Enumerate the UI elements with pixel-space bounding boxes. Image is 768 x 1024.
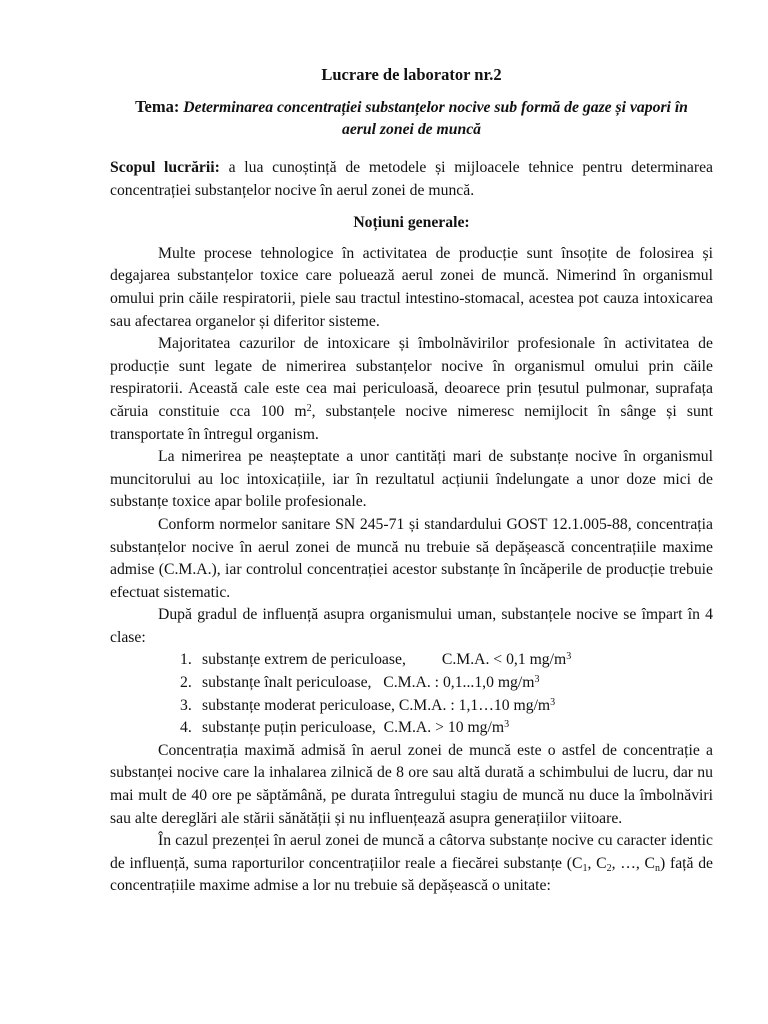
class-cma: C.M.A. : 0,1...1,0 mg/m: [383, 674, 535, 692]
subscript-2: 2: [606, 862, 612, 874]
paragraph-2-text-a: Majoritatea cazurilor de intoxicare și îmbolnăvirilor profesionale în activitatea de producție sunt legate de nimerirea substanțelor nocive în organismul omului prin căile respiratorii. Această cale este cea mai periculoasă, deoarece prin țesutul pulmonar, suprafața căruia constituie cca 100 m: [110, 335, 713, 420]
objective-paragraph: [110, 157, 713, 202]
unit-superscript: 3: [566, 651, 572, 663]
subscript-n: n: [655, 862, 661, 874]
paragraph-2-text-b: , substanțele nocive nimeresc nemijlocit în sânge și sunt transportate în întregul organism.: [110, 402, 713, 443]
paragraph-7-text-a: În cazul prezenței în aerul zonei de muncă a câtorva substanțe nocive cu caracter identic de influență, suma raporturilor concentrațiilor reale a fiecărei substanțe (C: [110, 832, 713, 872]
class-name: substanțe extrem de periculoase,: [202, 651, 406, 669]
class-name: substanțe înalt periculoase,: [202, 674, 372, 692]
unit-superscript: 3: [550, 696, 556, 708]
class-cma: C.M.A. > 10 mg/m: [383, 719, 505, 737]
list-number: 2.: [180, 674, 192, 692]
list-number: 3.: [180, 696, 192, 714]
subscript-1: 1: [582, 862, 588, 874]
section-title: Noțiuni generale:: [353, 214, 470, 232]
paragraph-3: La nimerirea pe neașteptate a unor cantități mari de substanțe nocive în organismul muncitorului au loc intoxicațiile, iar în rezultatul acțiunii îndelungate a unor doze mici de substanțe toxice apar bolile profesionale.: [110, 448, 713, 511]
topic-text: Determinarea concentrației substanțelor nocive sub formă de gaze și vapori în aerul zonei de muncă: [183, 99, 688, 138]
unit-superscript: 3: [534, 674, 540, 686]
paragraph-4: Conform normelor sanitare SN 245-71 și standardului GOST 12.1.005-88, concentrația substanțelor nocive în aerul zonei de muncă nu trebuie să depășească concentrațiile maxime admise (C.M.A.), iar controlul concentrației acestor substanțe în încăperile de producție trebuie efectuat sistematic.: [110, 515, 713, 601]
document-title: Lucrare de laborator nr.2: [321, 65, 502, 84]
list-number: 1.: [180, 651, 192, 669]
paragraph-7: [110, 830, 713, 898]
paragraph-7-text-b: , C: [587, 854, 607, 872]
hazard-class-item: [180, 695, 713, 718]
topic-label: Tema:: [135, 97, 180, 116]
class-cma: C.M.A. : 1,1…10 mg/m: [398, 696, 551, 714]
paragraph-2: [110, 333, 713, 446]
paragraph-1: Multe procese tehnologice în activitatea de producție sunt însoțite de folosirea și degajarea substanțelor toxice care poluează aerul zonei de muncă. Nimerind în organismul omului prin căile respiratorii, piele sau tractul intestino-stomacal, acestea pot cauza intoxicarea sau afectarea organelor și diferitor sisteme.: [110, 244, 713, 330]
topic-line: [134, 96, 689, 141]
paragraph-7-text-d: ) față de concentrațiile maxime admise a lor nu trebuie să depășească o unitate:: [110, 854, 714, 895]
unit-superscript: 3: [504, 719, 510, 731]
document-content: [110, 64, 713, 898]
objective-label: Scopul lucrării:: [110, 159, 220, 176]
class-name: substanțe puțin periculoase,: [202, 719, 376, 737]
hazard-class-item: [180, 649, 713, 672]
objective-text: a lua cunoștință de metodele și mijloacele tehnice pentru determinarea concentrației substanțelor nocive în aerul zonei de muncă.: [110, 159, 714, 199]
paragraph-2-superscript: 2: [306, 402, 312, 414]
paragraph-7-text-c: , …, C: [611, 854, 656, 872]
hazard-class-list: [110, 649, 713, 739]
class-cma: C.M.A. < 0,1 mg/m: [441, 651, 567, 669]
list-number: 4.: [180, 719, 192, 737]
hazard-class-item: [180, 717, 713, 740]
class-name: substanțe moderat periculoase,: [202, 696, 395, 714]
hazard-class-item: [180, 672, 713, 695]
paragraph-5: După gradul de influență asupra organismului uman, substanțele nocive se împart în 4 clase:: [110, 606, 713, 646]
paragraph-6: Concentrația maximă admisă în aerul zonei de muncă este o astfel de concentrație a substanței nocive care la inhalarea zilnică de 8 ore sau altă durată a schimbului de lucru, dar nu mai mult de 40 ore pe săptămână, pe durata întregului stagiu de muncă nu duce la îmbolnăviri sau alte dereglări ale stării sănătății și nu influențează asupra generațiilor viitoare.: [110, 741, 713, 827]
